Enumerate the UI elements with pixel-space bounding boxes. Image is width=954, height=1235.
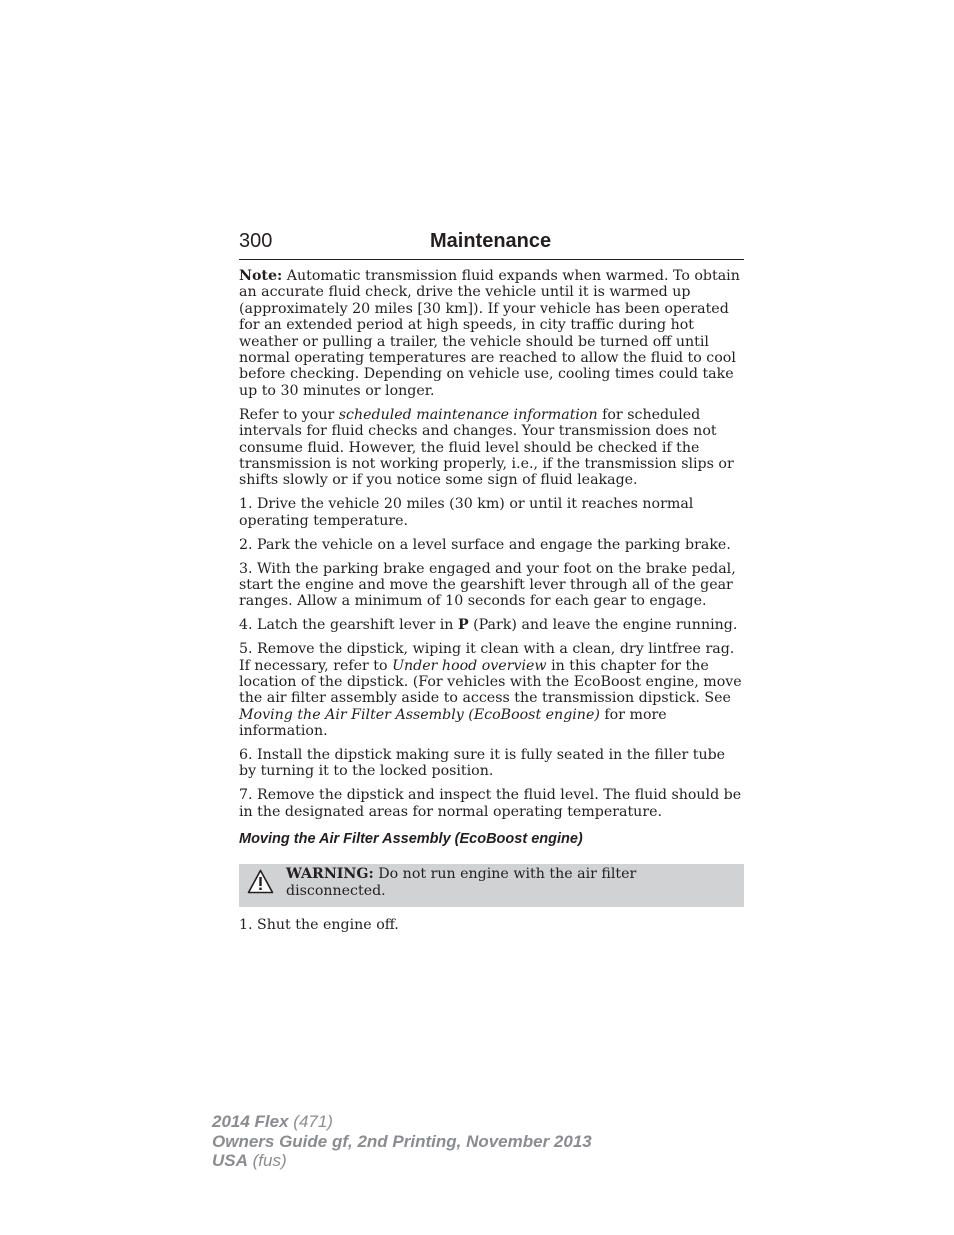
- refer-paragraph: [239, 407, 744, 489]
- note-label: Note:: [239, 268, 283, 284]
- page-footer: [212, 1112, 712, 1171]
- refer-text-post: for scheduled intervals for fluid checks and changes. Your transmission does not consume fluid. However, the fluid level should be checked if the transmission is not working properly, i.e., if the transmission slips or shifts slowly or if you notice some sign of fluid leakage.: [239, 406, 734, 489]
- moving-air-filter-link[interactable]: Moving the Air Filter Assembly (EcoBoost engine): [239, 706, 600, 723]
- step-4: [239, 617, 744, 633]
- refer-text-pre: Refer to your: [239, 406, 339, 423]
- step-5-text-a: 5. Remove the dipstick, wiping it clean with a clean, dry lintfree rag. If necessary, refer to: [239, 641, 735, 674]
- footer-region-code: (fus): [247, 1151, 287, 1170]
- page-number: 300: [239, 230, 273, 252]
- warning-box: [239, 864, 744, 907]
- note-paragraph: [239, 268, 744, 399]
- footer-region: USA: [212, 1151, 248, 1170]
- footer-line-3: [212, 1151, 712, 1171]
- subheading: Moving the Air Filter Assembly (EcoBoost engine): [239, 831, 583, 848]
- warning-text: [286, 866, 736, 899]
- shut-engine-step: 1. Shut the engine off.: [239, 917, 399, 934]
- body-content: [239, 268, 744, 941]
- step-3: 3. With the parking brake engaged and your foot on the brake pedal, start the engine and move the gearshift lever through all of the gear ranges. Allow a minimum of 10 seconds for each gear to engage.: [239, 560, 736, 610]
- park-gear-label: P: [457, 617, 469, 634]
- step-4-text-post: (Park) and leave the engine running.: [468, 617, 738, 634]
- scheduled-maintenance-link[interactable]: scheduled maintenance information: [338, 406, 598, 423]
- step-5-text-c: for more information.: [239, 706, 667, 740]
- warning-label: WARNING:: [286, 866, 374, 883]
- warning-triangle-icon: [247, 869, 274, 894]
- footer-line-2: Owners Guide gf, 2nd Printing, November 2013: [212, 1131, 592, 1151]
- step-4-text-pre: 4. Latch the gearshift lever in: [239, 617, 458, 634]
- step-1: 1. Drive the vehicle 20 miles (30 km) or until it reaches normal operating temperature.: [239, 496, 694, 529]
- warning-message: Do not run engine with the air filter disconnected.: [286, 866, 637, 899]
- step-5: [239, 641, 744, 739]
- step-7: 7. Remove the dipstick and inspect the fluid level. The fluid should be in the designated areas for normal operating temperature.: [239, 787, 742, 820]
- step-6: 6. Install the dipstick making sure it is fully seated in the filler tube by turning it to the locked position.: [239, 747, 726, 780]
- section-title: Maintenance: [430, 230, 552, 252]
- page-header: [239, 229, 744, 260]
- footer-model-code: (471): [288, 1112, 333, 1131]
- step-5-text-b: in this chapter for the location of the dipstick. (For vehicles with the EcoBoost engine, move the air filter assembly aside to access the transmission dipstick. See: [239, 657, 742, 707]
- under-hood-overview-link[interactable]: Under hood overview: [392, 657, 547, 674]
- note-text: Automatic transmission fluid expands when warmed. To obtain an accurate fluid check, drive the vehicle until it is warmed up (approximately 20 miles [30 km]). If your vehicle has been operated for an extended period at high speeds, in city traffic during hot weather or pulling a trailer, the vehicle should be turned off until normal operating temperatures are reached to allow the fluid to cool before checking. Depending on vehicle use, cooling times could take up to 30 minutes or longer.: [239, 268, 740, 399]
- footer-model: 2014 Flex: [212, 1112, 289, 1131]
- step-2: 2. Park the vehicle on a level surface and engage the parking brake.: [239, 536, 731, 553]
- footer-line-1: [212, 1112, 712, 1132]
